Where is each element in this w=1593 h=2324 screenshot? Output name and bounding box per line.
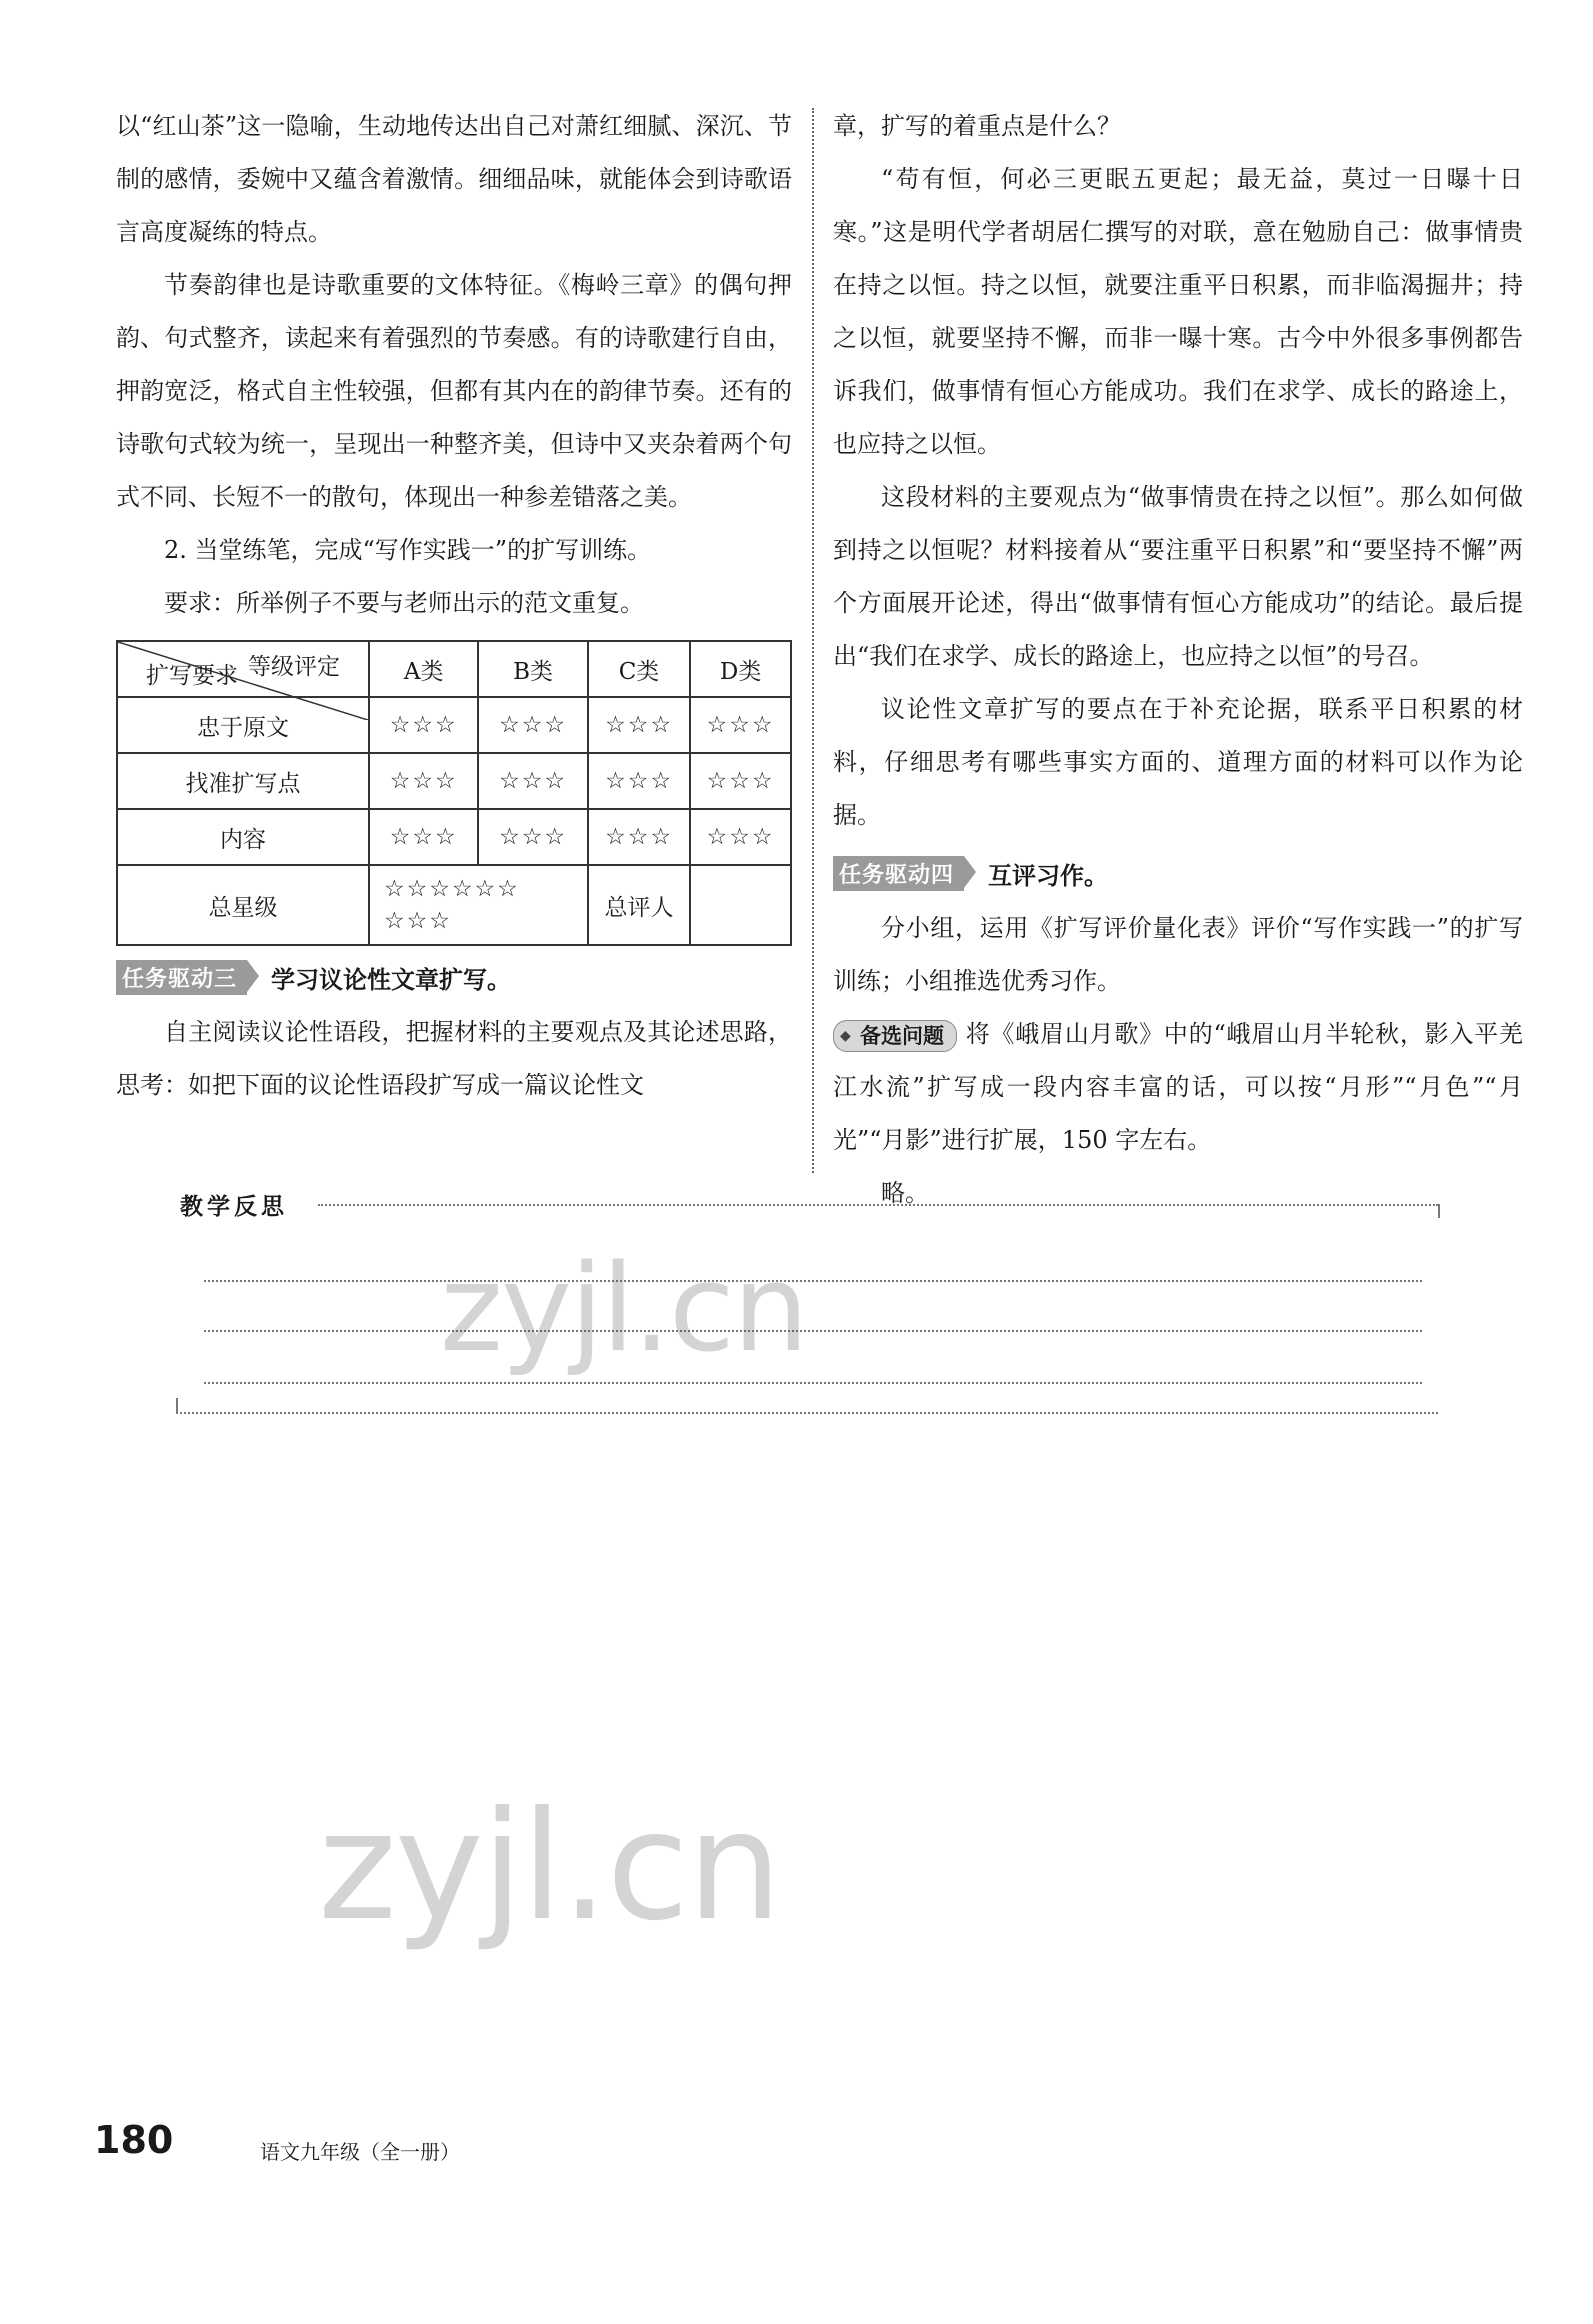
watermark: zyjl.cn (318, 1780, 781, 1954)
reflection-top-line (318, 1204, 1438, 1206)
star-cell: ☆☆☆ (478, 753, 587, 809)
reflection-writing-line (204, 1330, 1422, 1332)
answer-omitted: 略。 (881, 1179, 929, 1207)
alternative-question-label: ◆ 备选问题 (833, 1020, 957, 1052)
alternative-question-text: 将《峨眉山月歌》中的“峨眉山月半轮秋，影入平羌江水流”扩写成一段内容丰富的话，可以按“月形”“月色”“月光”“月影”进行扩展，150 字左右。 (833, 1020, 1523, 1154)
star-cell: ☆☆☆ (690, 809, 791, 865)
total-label: 总星级 (117, 865, 369, 945)
table-header-row (117, 641, 791, 697)
total-stars-cell (369, 865, 588, 945)
table-total-row (117, 865, 791, 945)
alternative-question (833, 1008, 1523, 1167)
reflection-writing-line (204, 1382, 1422, 1384)
teaching-reflection-box (180, 1188, 1442, 1418)
col-header-b: B类 (478, 641, 587, 697)
col-header-c: C类 (588, 641, 690, 697)
evaluator-label: 总评人 (588, 865, 690, 945)
header-requirement-label: 扩写要求 (146, 663, 238, 689)
task-three-title: 学习议论性文章扩写。 (271, 965, 512, 994)
left-paragraph-5: 自主阅读议论性语段，把握材料的主要观点及其论述思路，思考：如把下面的议论性语段扩写成一篇议论性文 (116, 1018, 792, 1099)
grading-table (116, 640, 792, 946)
watermark: zyjl.cn (440, 1240, 807, 1379)
left-paragraph-2: 节奏韵律也是诗歌重要的文体特征。《梅岭三章》的偶句押韵、句式整齐，读起来有着强烈的节奏感。有的诗歌建行自由，押韵宽泛，格式自主性较强，但都有其内在的韵律节奏。还有的诗歌句式较为统一，呈现出一种整齐美，但诗中又夹杂着两个句式不同、长短不一的散句，体现出一种参差错落之美。 (116, 271, 792, 511)
star-cell: ☆☆☆ (369, 753, 478, 809)
task-four-heading (833, 846, 1523, 900)
total-stars-line-1: ☆☆☆☆☆☆ (384, 876, 520, 902)
table-row (117, 809, 791, 865)
right-paragraph-2: “苟有恒，何必三更眠五更起；最无益，莫过一日曝十日寒。”这是明代学者胡居仁撰写的对联，意在勉励自己：做事情贵在持之以恒。持之以恒，就要注重平日积累，而非临渴掘井；持之以恒，就要坚持不懈，而非一曝十寒。古今中外很多事例都告诉我们，做事情有恒心方能成功。我们在求学、成长的路途上，也应持之以恒。 (833, 165, 1523, 458)
evaluator-value (690, 865, 791, 945)
reflection-writing-line (204, 1280, 1422, 1282)
right-paragraph-1: 章，扩写的着重点是什么？ (833, 112, 1121, 140)
task-three-heading (116, 950, 792, 1004)
row-label: 忠于原文 (117, 697, 369, 753)
star-cell: ☆☆☆ (478, 697, 587, 753)
star-cell: ☆☆☆ (369, 809, 478, 865)
left-column (116, 100, 792, 1112)
page-number: 180 (94, 2118, 174, 2162)
practice-requirement: 要求：所举例子不要与老师出示的范文重复。 (164, 589, 644, 617)
right-column (833, 100, 1523, 1220)
star-cell: ☆☆☆ (369, 697, 478, 753)
right-paragraph-3: 这段材料的主要观点为“做事情贵在持之以恒”。那么如何做到持之以恒呢？材料接着从“要注重平日积累”和“要坚持不懈”两个方面展开论述，得出“做事情有恒心方能成功”的结论。最后提出“我们在求学、成长的路途上，也应持之以恒”的号召。 (833, 483, 1523, 670)
col-header-d: D类 (690, 641, 791, 697)
practice-instruction: 2. 当堂练笔，完成“写作实践一”的扩写训练。 (164, 536, 652, 564)
reflection-bottom-corner (176, 1398, 178, 1412)
table-diagonal-header (117, 641, 369, 697)
task-three-badge: 任务驱动三 (116, 960, 247, 995)
col-header-a: A类 (369, 641, 478, 697)
table-row (117, 753, 791, 809)
star-cell: ☆☆☆ (690, 753, 791, 809)
teaching-reflection-label: 教学反思 (180, 1194, 288, 1220)
left-paragraph-1: 以“红山茶”这一隐喻，生动地传达出自己对萧红细腻、深沉、节制的感情，委婉中又蕴含着激情。细细品味，就能体会到诗歌语言高度凝练的特点。 (116, 112, 792, 246)
task-four-title: 互评习作。 (988, 861, 1109, 890)
task-four-badge: 任务驱动四 (833, 856, 964, 891)
right-paragraph-4: 议论性文章扩写的要点在于补充论据，联系平日积累的材料，仔细思考有哪些事实方面的、道理方面的材料可以作为论据。 (833, 695, 1523, 829)
star-cell: ☆☆☆ (588, 753, 690, 809)
row-label: 内容 (117, 809, 369, 865)
row-label: 找准扩写点 (117, 753, 369, 809)
star-cell: ☆☆☆ (478, 809, 587, 865)
alternative-question-badge (833, 1020, 957, 1052)
reflection-bottom-line (176, 1412, 1438, 1414)
header-grade-label: 等级评定 (248, 654, 340, 680)
reflection-top-corner (1438, 1204, 1440, 1218)
column-divider (812, 108, 814, 1173)
total-stars-line-2: ☆☆☆ (384, 908, 452, 934)
right-paragraph-5: 分小组，运用《扩写评价量化表》评价“写作实践一”的扩写训练；小组推选优秀习作。 (833, 914, 1523, 995)
star-cell: ☆☆☆ (588, 809, 690, 865)
star-cell: ☆☆☆ (588, 697, 690, 753)
star-cell: ☆☆☆ (690, 697, 791, 753)
book-title: 语文九年级（全一册） (260, 2140, 460, 2164)
